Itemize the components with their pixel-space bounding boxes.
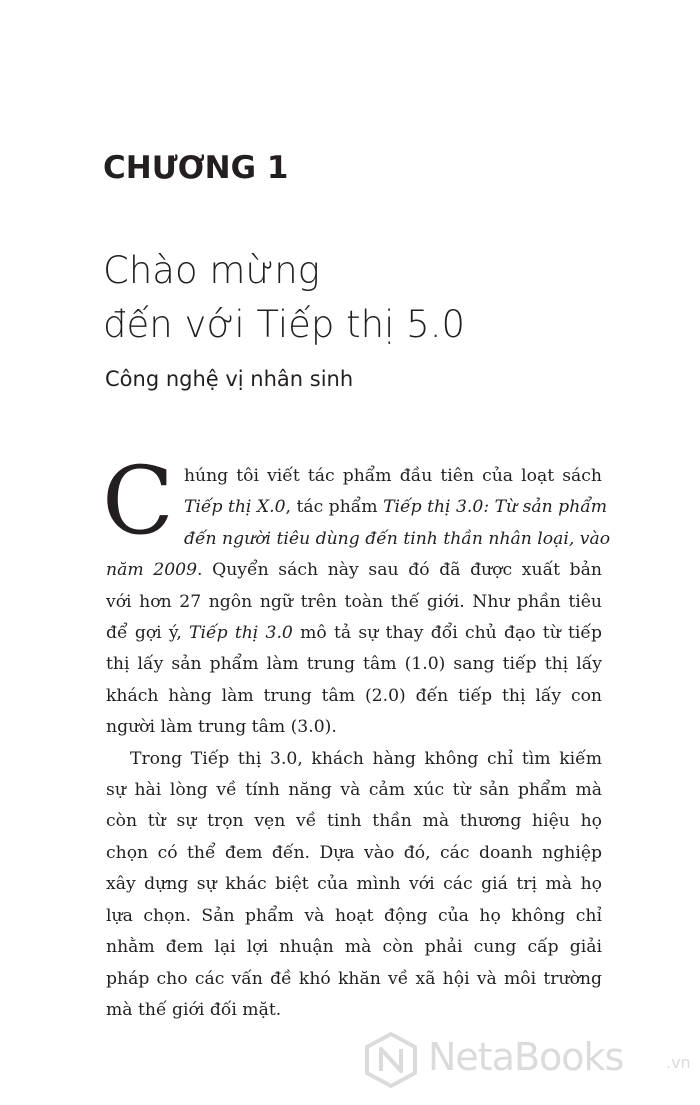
body-text bbox=[102, 447, 611, 1026]
chapter-title bbox=[103, 244, 623, 352]
p1-line-8: khách hàng làm trung tâm (2.0) đến tiếp thị lấy con bbox=[106, 685, 602, 706]
p2-line-7: nhằm đem lại lợi nhuận mà còn phải cung cấp giải bbox=[106, 937, 602, 958]
chapter-title-line-1: Chào mừng bbox=[103, 249, 320, 292]
drop-cap: C bbox=[102, 447, 174, 556]
book-title-3-0-part2: đến người tiêu dùng đến tinh thần nhân loại, vào bbox=[183, 528, 611, 549]
book-title-3-0-part1: Tiếp thị 3.0: Từ sản phẩm bbox=[383, 497, 608, 518]
p2-line-6: lựa chọn. Sản phẩm và hoạt động của họ không chỉ bbox=[106, 905, 602, 926]
p1-line-3 bbox=[106, 524, 611, 555]
chapter-subtitle: Công nghệ vị nhân sinh bbox=[105, 367, 354, 391]
p1-line-1: húng tôi viết tác phẩm đầu tiên của loạt sách bbox=[183, 466, 602, 486]
book-title-inline: Tiếp thị 3.0 bbox=[189, 623, 293, 644]
p1-line-2: Tiếp thị X.0, tác phẩm Tiếp thị 3.0: Từ sản phẩm bbox=[183, 497, 608, 518]
p2-line-9: mà thế giới đối mặt. bbox=[106, 999, 282, 1020]
book-title-series: Tiếp thị X.0 bbox=[183, 497, 286, 518]
p2-line-5: xây dựng sự khác biệt của mình với các giá trị mà họ bbox=[106, 874, 602, 895]
p2-line-1: Trong Tiếp thị 3.0, khách hàng không chỉ tìm kiếm bbox=[130, 748, 602, 769]
watermark-brand: NetaBooks bbox=[428, 1035, 624, 1079]
p1-line-5: với hơn 27 ngôn ngữ trên toàn thế giới. Như phần tiêu bbox=[106, 591, 602, 612]
watermark-suffix: .vn bbox=[666, 1053, 691, 1072]
p2-line-4: chọn có thể đem đến. Dựa vào đó, các doanh nghiệp bbox=[106, 842, 602, 863]
chapter-label: CHƯƠNG 1 bbox=[103, 150, 289, 186]
book-year: năm 2009 bbox=[106, 560, 198, 581]
p2-line-8: pháp cho các vấn đề khó khăn về xã hội và môi trường bbox=[106, 968, 602, 989]
p1-line-6: để gợi ý, Tiếp thị 3.0 mô tả sự thay đổi chủ đạo từ tiếp bbox=[106, 623, 602, 644]
chapter-title-line-2: đến với Tiếp thị 5.0 bbox=[103, 303, 465, 346]
p1-line-7: thị lấy sản phẩm làm trung tâm (1.0) sang tiếp thị lấy bbox=[106, 654, 602, 675]
p1-line-9: người làm trung tâm (3.0). bbox=[106, 717, 337, 738]
netabooks-logo-icon bbox=[362, 1031, 420, 1089]
p2-line-2: sự hài lòng về tính năng và cảm xúc từ sản phẩm mà bbox=[106, 780, 602, 801]
p1-line-4: năm 2009. Quyển sách này sau đó đã được xuất bản bbox=[106, 560, 602, 581]
paragraph-1 bbox=[102, 447, 611, 744]
p2-line-3: còn từ sự trọn vẹn về tinh thần mà thương hiệu họ bbox=[106, 811, 602, 832]
paragraph-2 bbox=[106, 744, 602, 1027]
watermark bbox=[362, 1029, 692, 1089]
